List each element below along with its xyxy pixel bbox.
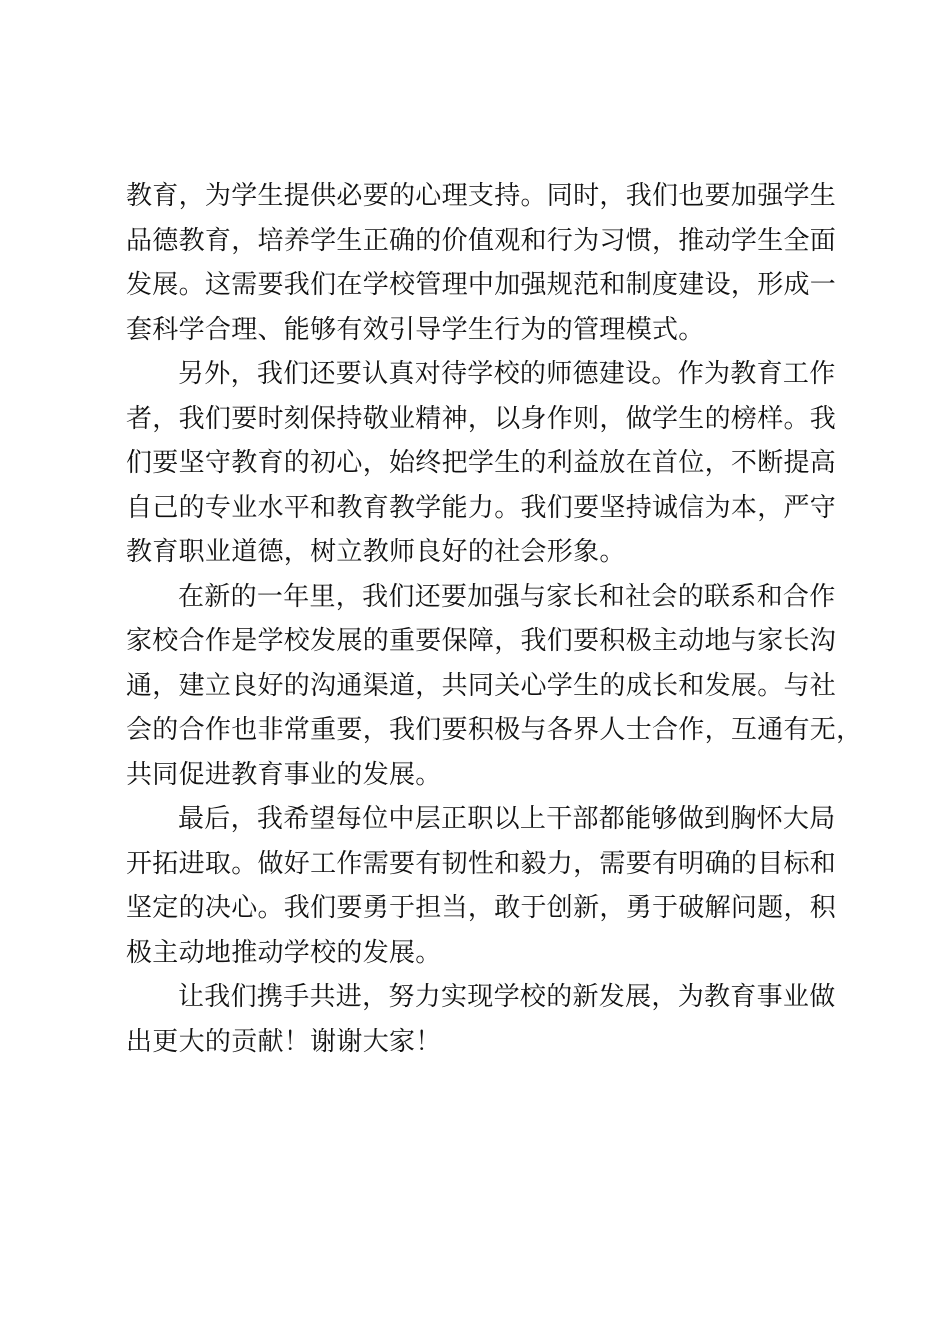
paragraph-start-line: 另外，我们还要认真对待学校的师德建设。作为教育工作 [178,359,836,389]
text-line: 通，建立良好的沟通渠道，共同关心学生的成长和发展。与社 [126,670,837,701]
text-line: 教育，为学生提供必要的心理支持。同时，我们也要加强学生 [126,181,837,211]
paragraph-start-line: 在新的一年里，我们还要加强与家长和社会的联系和合作 [178,581,836,612]
text-line: 开拓进取。做好工作需要有韧性和毅力，需要有明确的目标和 [126,848,837,879]
text-line: 者，我们要时刻保持敬业精神，以身作则，做学生的榜样。我 [126,403,837,434]
text-line: 品德教育，培养学生正确的价值观和行为习惯，推动学生全面 [126,225,837,256]
text-line: 教育职业道德，树立教师良好的社会形象。 [126,537,626,567]
paragraph-start-line: 最后，我希望每位中层正职以上干部都能够做到胸怀大局 [178,804,836,834]
body-text [126,174,863,1064]
text-line: 坚定的决心。我们要勇于担当，敢于创新，勇于破解问题，积 [126,893,837,923]
text-line: 套科学合理、能够有效引导学生行为的管理模式。 [126,314,705,345]
text-line: 极主动地推动学校的发展。 [126,937,442,968]
paragraph-start-line: 让我们携手共进，努力实现学校的新发展，为教育事业做 [178,982,836,1012]
text-line: 们要坚守教育的初心，始终把学生的利益放在首位，不断提高 [126,448,837,478]
text-line: 家校合作是学校发展的重要保障，我们要积极主动地与家长沟 [126,626,837,656]
text-line: 共同促进教育事业的发展。 [126,759,442,790]
text-line: 发展。这需要我们在学校管理中加强规范和制度建设，形成一 [126,270,837,300]
text-line: 出更大的贡献！谢谢大家！ [126,1026,442,1057]
text-line: 自己的专业水平和教育教学能力。我们要坚持诚信为本，严守 [126,492,837,523]
text-line: 会的合作也非常重要，我们要积极与各界人士合作，互通有无， [126,715,863,745]
